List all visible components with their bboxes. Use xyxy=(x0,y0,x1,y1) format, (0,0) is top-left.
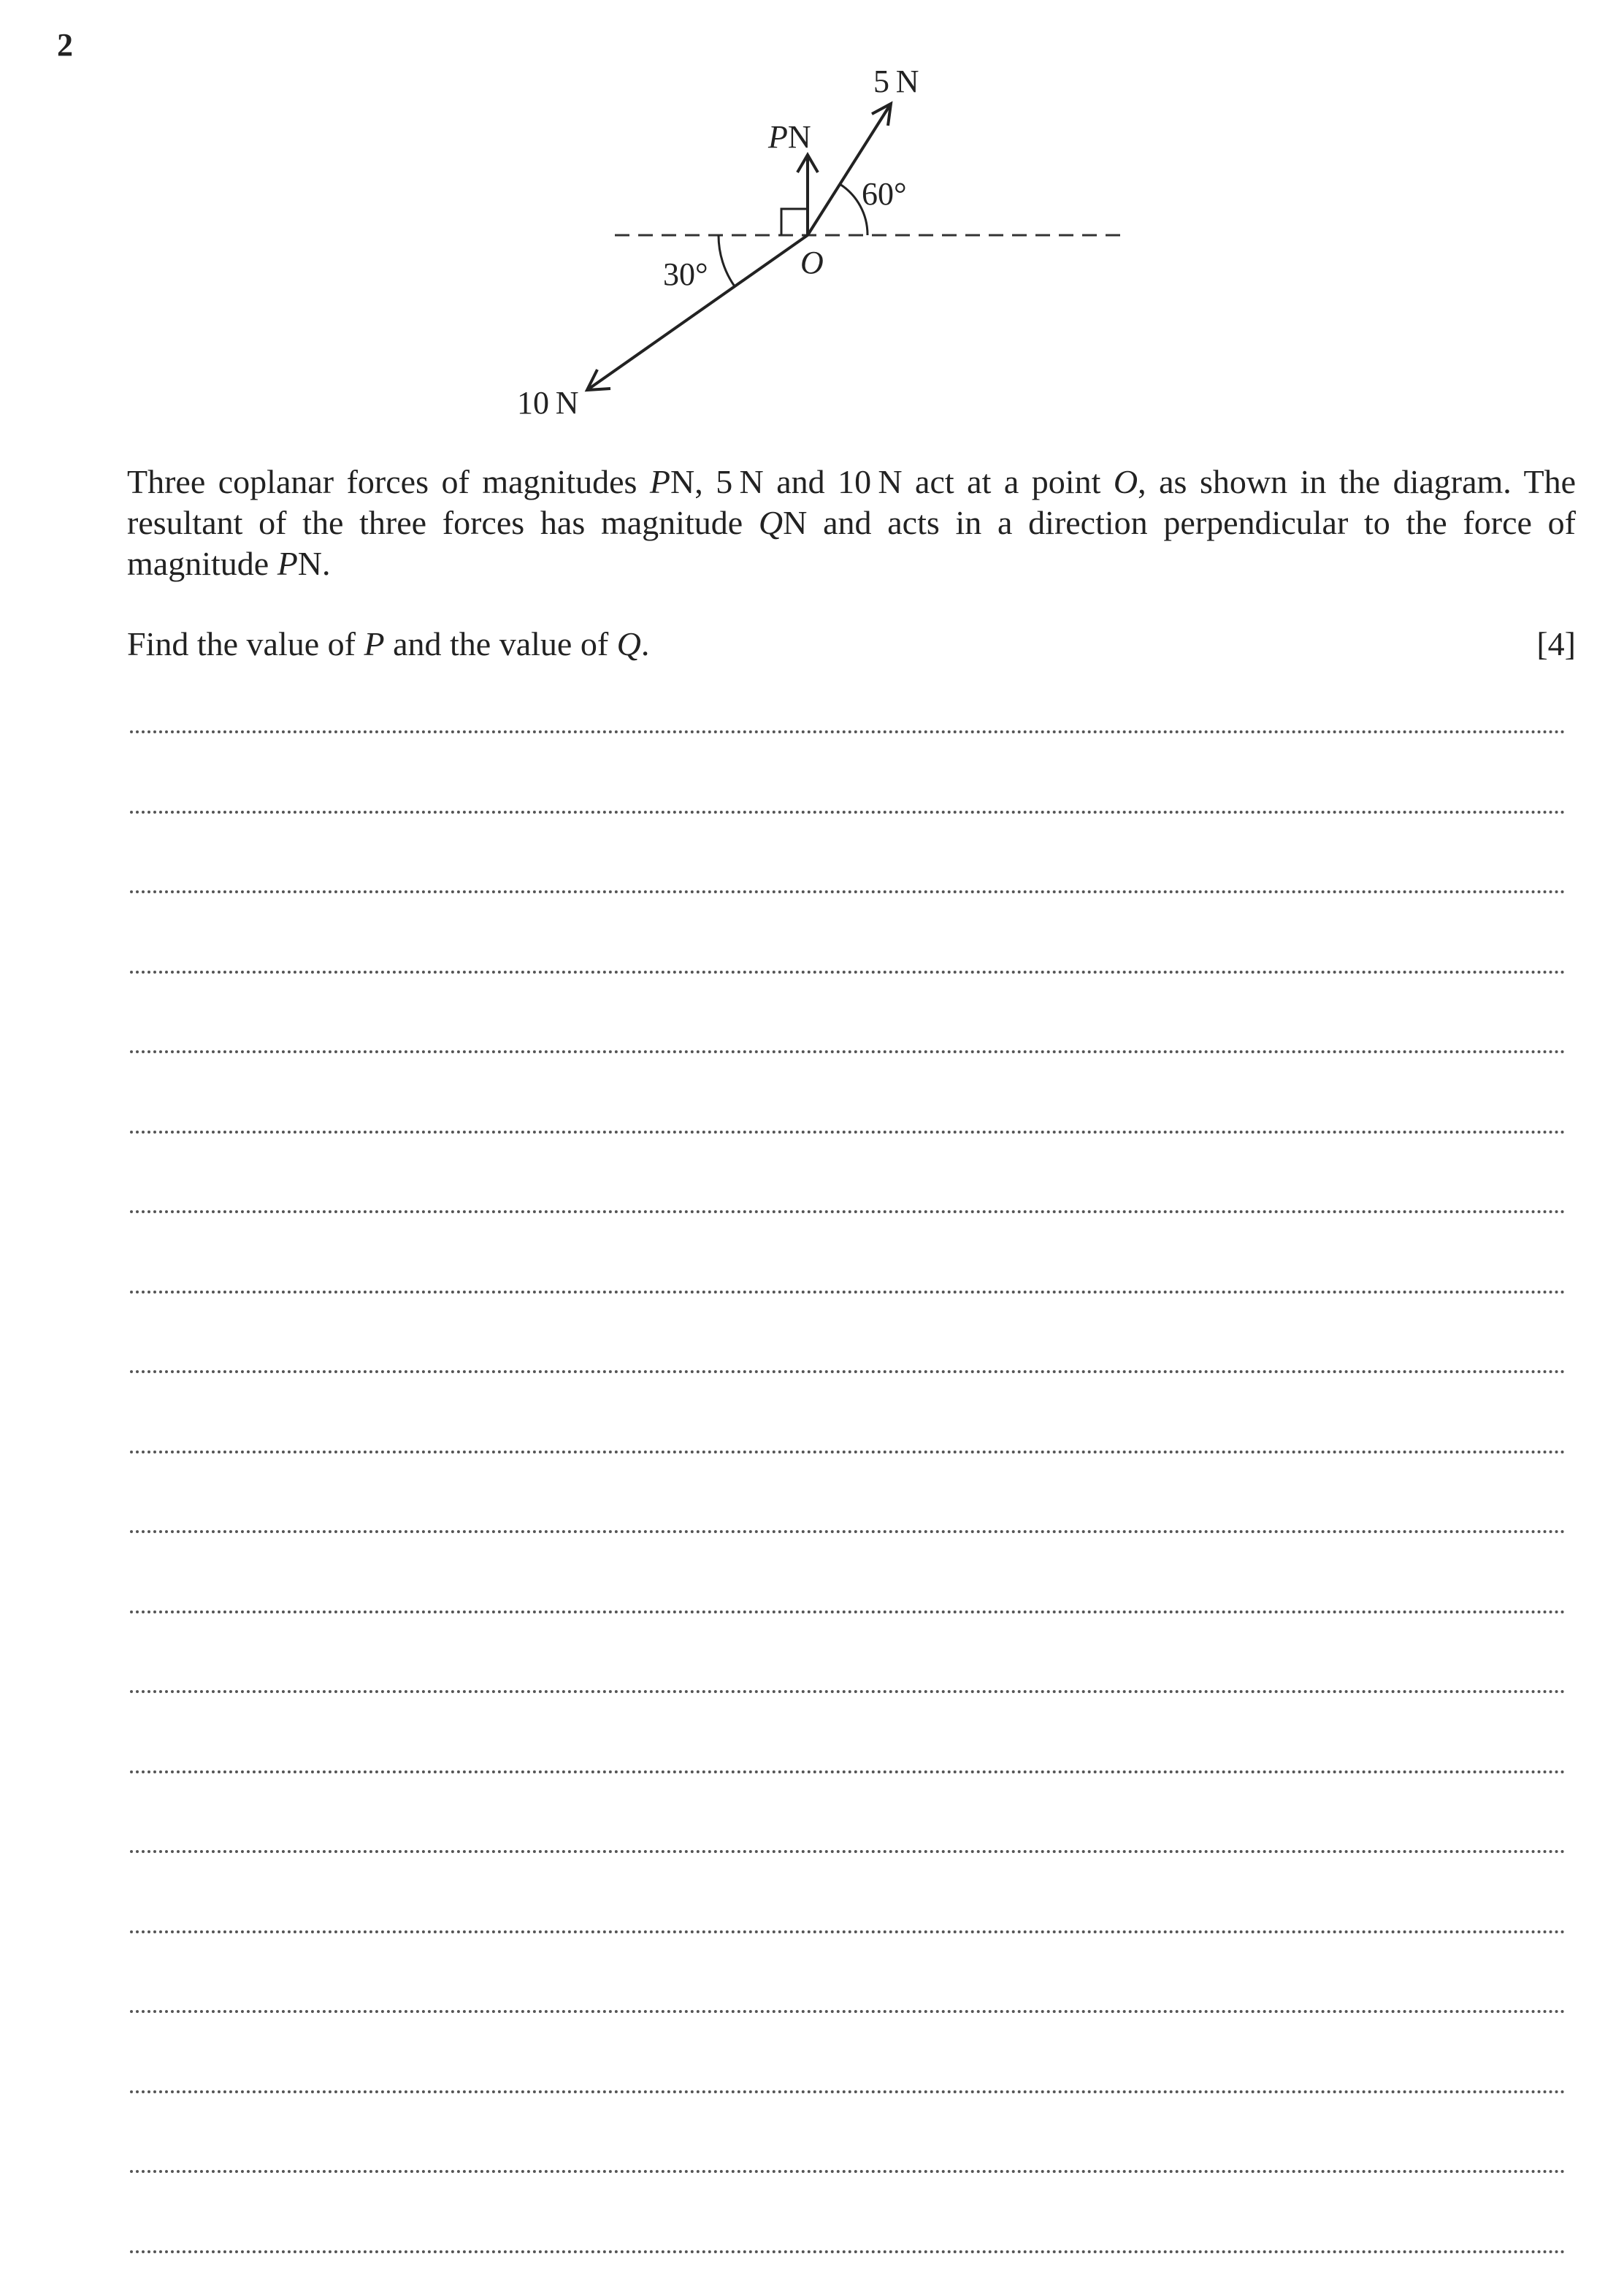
question-text: Three coplanar forces of magnitudes PN, 5 N and 10 N act at a point O, as shown in the diagram. The resultant of the three forces has magnitude QN and acts in a direction perpendicular to the force of magnitude PN. xyxy=(127,463,1576,582)
question-number: 2 xyxy=(57,27,73,63)
force-diagram xyxy=(0,0,1624,467)
label-5n: 5 N xyxy=(873,64,919,99)
answer-line[interactable] xyxy=(130,1131,1566,1134)
answer-line[interactable] xyxy=(130,1050,1566,1053)
label-origin-o: O xyxy=(800,245,824,280)
answer-line[interactable] xyxy=(130,890,1566,893)
answer-line[interactable] xyxy=(130,971,1566,974)
answer-line[interactable] xyxy=(130,1451,1566,1453)
answer-line[interactable] xyxy=(130,1850,1566,1853)
force-5n-line xyxy=(808,104,891,235)
label-60-degrees: 60° xyxy=(862,176,907,212)
angle-30-arc xyxy=(719,235,735,286)
answer-line[interactable] xyxy=(130,1930,1566,1933)
marks-allocation: [4] xyxy=(1536,625,1576,662)
answer-line[interactable] xyxy=(130,2010,1566,2013)
label-10n: 10 N xyxy=(517,385,579,421)
answer-line[interactable] xyxy=(130,1690,1566,1693)
answer-line[interactable] xyxy=(130,2090,1566,2093)
answer-line[interactable] xyxy=(130,1770,1566,1773)
answer-line[interactable] xyxy=(130,730,1566,733)
label-30-degrees: 30° xyxy=(663,256,708,292)
question-instruction: Find the value of P and the value of Q. xyxy=(127,625,650,662)
right-angle-marker xyxy=(781,209,808,235)
answer-line[interactable] xyxy=(130,2170,1566,2173)
answer-line[interactable] xyxy=(130,1291,1566,1294)
answer-line[interactable] xyxy=(130,1611,1566,1613)
answer-line[interactable] xyxy=(130,1530,1566,1533)
answer-line[interactable] xyxy=(130,811,1566,814)
answer-line[interactable] xyxy=(130,1210,1566,1213)
answer-line[interactable] xyxy=(130,1370,1566,1373)
answer-line[interactable] xyxy=(130,2250,1566,2253)
label-pn: PN xyxy=(768,119,811,155)
